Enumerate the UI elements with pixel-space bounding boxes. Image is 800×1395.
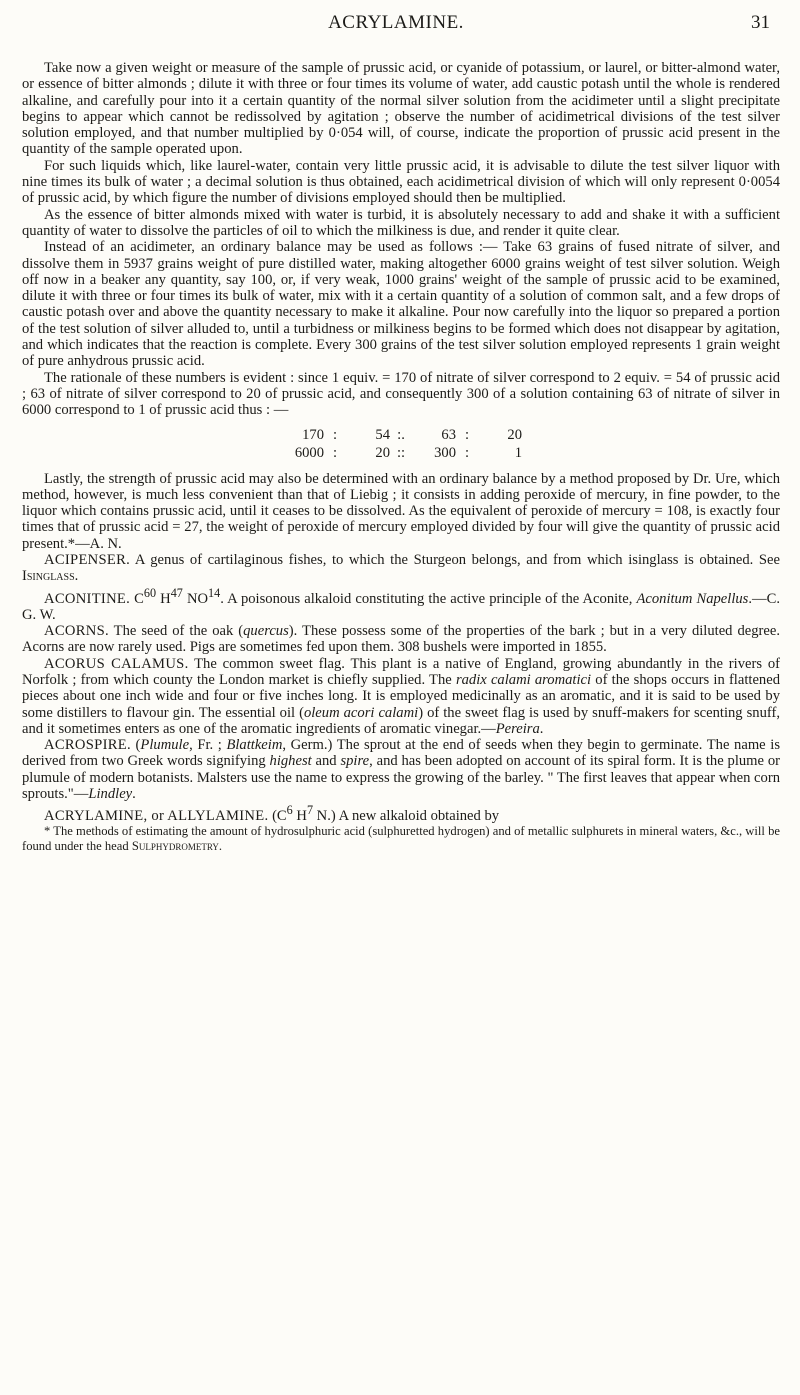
- entry-text: A genus of cartilaginous fishes, to which the Sturgeon belongs, and from which isinglass is obtained. See: [130, 552, 780, 569]
- entry-italic: Blattkeim: [226, 737, 283, 754]
- entry-italic: quercus: [243, 623, 289, 640]
- proportion-term: 63: [441, 426, 456, 443]
- proportion-sign: :: [464, 444, 470, 461]
- entry-italic: spire: [340, 753, 370, 770]
- formula-superscript: 47: [170, 585, 183, 600]
- entry-italic: Plumule: [140, 737, 190, 754]
- paragraph-balance-method: Instead of an acidimeter, an ordinary balance may be used as follows :— Take 63 grains of fused nitrate of silver, and dissolve them in 5937 grains weight of pure distilled water, making altogether 6000 grains weight of test silver solution. Weigh off now in a beaker any quantity, say 100, or, if very weak, 1000 grains' weight of the sample of prussic acid to be examined, dilute it with three or four times its bulk of water, mix with it a certain quantity of a solution of common salt, and a few drops of caustic potash over and above the quantity necessary to make it alkaline. Pour now carefully into the liquor so prepared a portion of the test solution of silver alluded to, until a turbidness or milkiness begins to be formed which does not disappear by agitation, and which indicates that the reaction is complete. Every 300 grains of the test silver solution employed represents 1 grain weight of pure anhydrous prussic acid.: [22, 239, 780, 370]
- footnote-text: * The methods of estimating the amount of hydrosulphuric acid (sulphuretted hydrogen) and of metallic sulphurets in mineral waters, &c., will be found under the head: [22, 824, 780, 853]
- paragraph-dilute-liquor: For such liquids which, like laurel-water, contain very little prussic acid, it is advisable to dilute the test silver liquor with nine times its bulk of water ; a decimal solution is thus obtained, each acidimetrical division of which will only represent 0·0054 of prussic acid, by which figure the number of divisions employed should then be multiplied.: [22, 157, 780, 207]
- entry-italic: oleum acori calami: [303, 704, 419, 721]
- entry-text: ). These possess some of the properties of the bark ; but in a very diluted degree. Acorns are now rarely used. Pigs are sometimes fed upon them. 308 bushels were imported in 1855.: [22, 623, 780, 656]
- formula-superscript: 7: [306, 803, 314, 818]
- entry-headword: ACIPENSER.: [44, 552, 131, 569]
- proportion-table: [22, 426, 780, 462]
- entry-text: , Germ.) The sprout at the end of seeds when they begin to germinate. The name is derived from two Greek words signifying: [22, 737, 780, 770]
- formula-text: (C: [268, 808, 287, 825]
- entry-text: of the shops occurs in flattened pieces about one inch wide and four or five inches long. It is employed medicinally as an aromatic, and it is said to be used by some distillers to flavour gin. The essential oil (: [22, 671, 780, 721]
- formula-text: NO: [182, 590, 209, 607]
- entry-text: . A poisonous alkaloid constituting the active principle of the Aconite,: [220, 590, 637, 607]
- entry-text: .: [132, 786, 136, 803]
- proportion-term: 6000: [294, 444, 324, 461]
- formula-superscript: 14: [208, 585, 221, 600]
- entry-text: The seed of the oak (: [108, 623, 244, 640]
- entry-text: .: [539, 720, 544, 737]
- entry-text: The common sweet flag. This plant is a native of England, growing abundantly in the rivers of Norfolk ; from which county the London market is chiefly supplied. The: [22, 655, 780, 688]
- running-title: ACRYLAMINE.: [328, 12, 464, 33]
- cross-reference: Isinglass: [22, 568, 75, 585]
- formula-text: C: [130, 590, 144, 607]
- formula-text: H: [156, 590, 171, 607]
- proportion-term: 170: [302, 426, 324, 443]
- paragraph-essence-almonds: As the essence of bitter almonds mixed with water is turbid, it is absolutely necessary to add and shake it with a sufficient quantity of water to dissolve the particles of oil to which the milkiness is due, and render it quite clear.: [22, 206, 780, 239]
- proportion-row: [22, 444, 780, 462]
- proportion-term: 20: [375, 444, 390, 461]
- entry-text: , and has been adopted on account of its spiral form. It is the plume or plumule of modern botanists. Malsters use the name to express the growing of the barley. " The first leaves that appear when corn sprouts."—: [22, 753, 780, 803]
- formula-superscript: 60: [143, 585, 157, 600]
- entry-text: .—C. G. W.: [22, 590, 780, 623]
- proportion-sign: :: [332, 426, 338, 443]
- footnote: [22, 824, 780, 853]
- proportion-row: [22, 426, 780, 444]
- proportion-term: 20: [507, 426, 522, 443]
- entry-headword: ACROSPIRE.: [44, 737, 131, 754]
- entry-acipenser: [22, 552, 780, 585]
- entry-headword: ACORNS.: [44, 623, 109, 640]
- formula-superscript: 6: [286, 803, 293, 818]
- proportion-sign: :: [332, 444, 338, 461]
- entry-acrylamine: [22, 802, 780, 824]
- entry-italic: Aconitum Napellus: [636, 590, 749, 607]
- entry-text: , Fr. ;: [189, 737, 227, 754]
- entry-italic: Pereira: [495, 720, 540, 737]
- proportion-term: 300: [434, 444, 456, 461]
- entry-acorns: [22, 623, 780, 656]
- proportion-sign: ::: [396, 444, 406, 461]
- entry-italic: highest: [269, 753, 312, 770]
- entry-acrospire: [22, 737, 780, 802]
- entry-text: and: [311, 753, 341, 770]
- proportion-sign: :: [464, 426, 470, 443]
- page-number: 31: [751, 12, 770, 33]
- running-head: [22, 10, 770, 40]
- proportion-sign: :.: [397, 426, 405, 443]
- entry-headword: ACORUS CALAMUS.: [44, 655, 189, 672]
- entry-text: (: [130, 737, 141, 754]
- paragraph-rationale: The rationale of these numbers is evident : since 1 equiv. = 170 of nitrate of silver correspond to 2 equiv. = 54 of prussic acid ; 63 of nitrate of silver correspond to 20 of prussic acid, and consequently 300 of a solution containing 63 of nitrate of silver in 6000 correspond to 1 of prussic acid thus : —: [22, 369, 780, 419]
- entry-headword: ACONITINE.: [44, 590, 131, 607]
- cross-reference: Sulphydrometry: [131, 838, 219, 853]
- formula-text: H: [292, 808, 307, 825]
- entry-text: N.) A new alkaloid obtained by: [313, 808, 500, 825]
- entry-italic: radix calami aromatici: [455, 671, 592, 688]
- proportion-term: 54: [375, 426, 390, 443]
- proportion-term: 1: [514, 444, 522, 461]
- entry-acorus-calamus: [22, 656, 780, 737]
- paragraph-ure-method: Lastly, the strength of prussic acid may also be determined with an ordinary balance by a method proposed by Dr. Ure, which method, however, is much less convenient than that of Liebig ; it consists in adding peroxide of mercury, in fine powder, to the liquor which contains prussic acid, until it ceases to be dissolved. As the equivalent of peroxide of mercury = 108, is exactly four times that of prussic acid = 27, the weight of peroxide of mercury employed divided by four will give the quantity of prussic acid present.*—A. N.: [22, 470, 780, 552]
- paragraph-test-procedure: Take now a given weight or measure of the sample of prussic acid, or cyanide of potassium, or laurel, or bitter-almond water, or essence of bitter almonds ; dilute it with three or four times its volume of water, add caustic potash until the whole is rendered alkaline, and carefully pour into it a certain quantity of the normal silver solution from the acidimeter until a slight precipitate begins to appear which cannot be redissolved by agitation ; observe the number of acidimetrical divisions of the test silver solution employed, and that number multiplied by 0·054 will, of course, indicate the proportion of prussic acid present in the quantity of the sample operated upon.: [22, 60, 780, 158]
- entry-text: ) of the sweet flag is used by snuff-makers for scenting snuff, and it sometimes enters as one of the aromatic ingredients of aromatic vinegar.—: [22, 704, 780, 737]
- entry-text: .: [74, 568, 79, 585]
- entry-italic: Lindley: [88, 786, 133, 803]
- body-text: [22, 60, 780, 853]
- entry-aconitine: [22, 585, 780, 623]
- entry-headword: ACRYLAMINE, or ALLYLAMINE.: [44, 808, 269, 825]
- footnote-text: .: [218, 838, 222, 853]
